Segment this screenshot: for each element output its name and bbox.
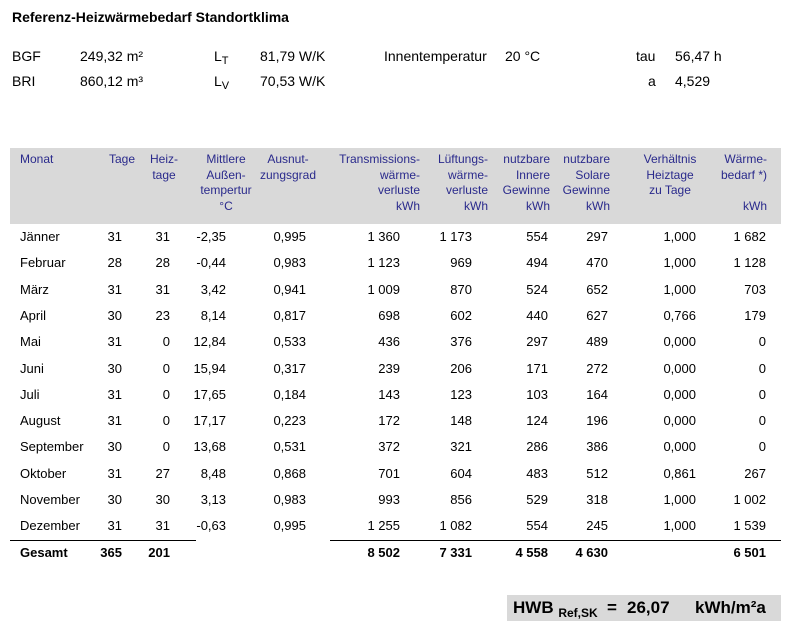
table-cell: 386	[586, 439, 608, 455]
table-cell: 652	[586, 281, 608, 297]
column-header: Wärme- bedarf *) kWh	[720, 152, 767, 213]
column-header: Ausnut- zungsgrad	[259, 152, 317, 182]
table-cell: 1 255	[367, 518, 400, 534]
table-cell: 554	[526, 229, 548, 244]
table-cell: 0,531	[273, 439, 306, 455]
table-cell: 554	[526, 518, 548, 534]
table-cell: 0,000	[663, 439, 696, 455]
table-cell: Juni	[20, 360, 44, 376]
table-cell: 31	[107, 229, 122, 244]
table-cell: 196	[586, 413, 608, 429]
table-cell: 494	[526, 255, 548, 271]
bri-value: 860,12 m³	[80, 73, 144, 89]
table-cell: 0	[758, 386, 766, 402]
table-cell: 1,000	[663, 518, 696, 534]
table-row	[10, 224, 781, 250]
table-cell: September	[20, 439, 84, 455]
table-cell: 1 173	[439, 229, 472, 244]
table-cell: November	[20, 492, 80, 507]
table-cell: Dezember	[20, 518, 80, 534]
table-cell: 0,223	[273, 413, 306, 429]
table-cell: 0,868	[273, 465, 306, 481]
table-cell: 8,48	[200, 465, 226, 481]
hwb-equals: =	[607, 598, 617, 617]
table-cell: 470	[586, 255, 608, 271]
table-cell: 0,983	[273, 255, 306, 271]
table-cell: 1,000	[663, 492, 696, 507]
table-cell: 267	[744, 465, 766, 481]
table-cell: 28	[107, 255, 122, 271]
table-cell: 0,861	[663, 465, 696, 481]
table-cell: 0	[758, 360, 766, 376]
table-cell: 6 501	[733, 545, 766, 560]
table-cell: 1 682	[733, 229, 766, 244]
table-cell: 993	[378, 492, 400, 507]
table-cell: 318	[586, 492, 608, 507]
table-cell: 0,817	[273, 307, 306, 323]
table-cell: 297	[526, 334, 548, 350]
table-cell: Jänner	[20, 229, 60, 244]
bri-label: BRI	[12, 73, 36, 89]
table-cell: 0,995	[273, 518, 306, 534]
table-row	[10, 303, 781, 329]
table-cell: 12,84	[193, 334, 226, 350]
sum-divider	[330, 540, 781, 541]
table-cell: 529	[526, 492, 548, 507]
table-cell: 30	[107, 360, 122, 376]
table-cell: 4 558	[515, 545, 548, 560]
table-row	[10, 382, 781, 408]
hwb-result-box	[507, 595, 781, 621]
table-row	[10, 329, 781, 355]
table-cell: 698	[378, 307, 400, 323]
table-cell: 701	[378, 465, 400, 481]
table-cell: 0,184	[273, 386, 306, 402]
table-cell: 171	[526, 360, 548, 376]
table-cell: 703	[744, 281, 766, 297]
table-cell: 0	[162, 334, 170, 350]
table-cell: -0,44	[196, 255, 226, 271]
table-cell: 4 630	[575, 545, 608, 560]
table-cell: 0	[162, 386, 170, 402]
table-cell: -0,63	[196, 518, 226, 534]
table-cell: August	[20, 413, 61, 429]
table-cell: 969	[450, 255, 472, 271]
table-row	[10, 277, 781, 303]
table-cell: 0,995	[273, 229, 306, 244]
table-cell: 297	[586, 229, 608, 244]
table-cell: 1,000	[663, 255, 696, 271]
table-cell: 31	[155, 518, 170, 534]
table-cell: -2,35	[196, 229, 226, 244]
lt-subscript: T	[221, 55, 229, 67]
table-cell: 870	[450, 281, 472, 297]
table-cell: 524	[526, 281, 548, 297]
table-cell: 376	[450, 334, 472, 350]
table-cell: 1 128	[733, 255, 766, 271]
table-cell: 0	[758, 334, 766, 350]
lt-label: $L_T$	[214, 48, 229, 67]
hwb-subscript: Ref,SK	[558, 606, 598, 620]
column-header: Mittlere Außen- tempertur °C	[200, 152, 252, 213]
table-cell: 15,94	[193, 360, 226, 376]
table-cell: 123	[450, 386, 472, 402]
table-cell: 0,317	[273, 360, 306, 376]
table-cell: 604	[450, 465, 472, 481]
table-cell: 245	[586, 518, 608, 534]
table-cell: 30	[155, 492, 170, 507]
column-header: Transmissions- wärme- verluste kWh	[339, 152, 420, 213]
table-row	[10, 513, 781, 539]
table-cell: März	[20, 281, 49, 297]
table-cell: 0	[162, 413, 170, 429]
bgf-value: 249,32 m²	[80, 48, 144, 64]
table-cell: 1 009	[367, 281, 400, 297]
innentemperatur-label: Innentemperatur	[384, 48, 487, 64]
table-row	[10, 408, 781, 434]
table-cell: 0,766	[663, 307, 696, 323]
table-cell: 8 502	[367, 545, 400, 560]
sum-divider	[10, 540, 196, 541]
table-cell: 7 331	[439, 545, 472, 560]
table-row	[10, 250, 781, 276]
table-cell: 602	[450, 307, 472, 323]
table-cell: 179	[744, 307, 766, 323]
table-cell: 286	[526, 439, 548, 455]
table-cell: 143	[378, 386, 400, 402]
table-cell: 239	[378, 360, 400, 376]
table-cell: 0	[758, 439, 766, 455]
table-cell: 440	[526, 307, 548, 323]
table-cell: 0,983	[273, 492, 306, 507]
table-cell: 0	[758, 413, 766, 429]
column-header: nutzbare Solare Gewinne kWh	[562, 152, 610, 213]
total-row	[10, 540, 781, 566]
table-cell: 372	[378, 439, 400, 455]
table-cell: 30	[107, 492, 122, 507]
table-cell: 124	[526, 413, 548, 429]
table-cell: 164	[586, 386, 608, 402]
table-cell: 1 082	[439, 518, 472, 534]
table-cell: 206	[450, 360, 472, 376]
column-header: Monat	[20, 152, 54, 166]
table-cell: 17,65	[193, 386, 226, 402]
hwb-unit: kWh/m²a	[695, 598, 766, 617]
table-cell: 1 539	[733, 518, 766, 534]
table-cell: 1 123	[367, 255, 400, 271]
table-cell: Mai	[20, 334, 41, 350]
lv-label: $L_V$	[214, 73, 230, 92]
table-row	[10, 487, 781, 513]
table-cell: 856	[450, 492, 472, 507]
table-cell: Gesamt	[20, 545, 68, 560]
table-row	[10, 356, 781, 382]
table-cell: 489	[586, 334, 608, 350]
bgf-label: BGF	[12, 48, 41, 64]
hwb-value: 26,07	[627, 598, 670, 617]
table-cell: 0,000	[663, 386, 696, 402]
table-cell: 31	[107, 465, 122, 481]
column-header: Heiz- tage	[149, 152, 178, 182]
table-cell: 627	[586, 307, 608, 323]
a-value: 4,529	[675, 73, 711, 89]
innentemperatur-value: 20 °C	[505, 48, 541, 64]
table-cell: 8,14	[200, 307, 226, 323]
table-cell: 483	[526, 465, 548, 481]
table-cell: 0,533	[273, 334, 306, 350]
table-cell: 1 360	[367, 229, 400, 244]
table-cell: 512	[586, 465, 608, 481]
table-cell: 31	[107, 281, 122, 297]
table-cell: 31	[107, 386, 122, 402]
table-cell: 3,13	[200, 492, 226, 507]
table-cell: 103	[526, 386, 548, 402]
table-cell: 31	[107, 518, 122, 534]
tau-value: 56,47 h	[675, 48, 722, 64]
table-cell: 23	[155, 307, 170, 323]
table-cell: 148	[450, 413, 472, 429]
table-cell: 172	[378, 413, 400, 429]
table-cell: Oktober	[20, 465, 67, 481]
table-cell: 0	[162, 360, 170, 376]
table-cell: 31	[155, 229, 170, 244]
lv-value: 70,53 W/K	[260, 73, 326, 89]
tau-label: tau	[636, 48, 656, 64]
table-row	[10, 461, 781, 487]
column-header: Verhältnis Heiztage zu Tage	[643, 152, 697, 197]
table-cell: 0,000	[663, 360, 696, 376]
table-cell: Februar	[20, 255, 66, 271]
table-cell: 0,000	[663, 413, 696, 429]
table-cell: 17,17	[193, 413, 226, 429]
table-cell: 27	[155, 465, 170, 481]
table-cell: 31	[107, 334, 122, 350]
table-cell: 31	[155, 281, 170, 297]
table-cell: 0,000	[663, 334, 696, 350]
table-cell: 30	[107, 439, 122, 455]
table-cell: 13,68	[193, 439, 226, 455]
table-cell: 201	[148, 545, 170, 560]
table-cell: 272	[586, 360, 608, 376]
table-cell: 1 002	[733, 492, 766, 507]
column-header: Lüftungs- wärme- verluste kWh	[437, 152, 488, 213]
table-cell: 3,42	[200, 281, 226, 297]
lv-subscript: V	[221, 80, 230, 92]
hwb-label: HWB $_{Ref,SK}$	[513, 598, 598, 620]
table-cell: 365	[100, 545, 122, 560]
table-cell: 28	[155, 255, 170, 271]
table-cell: Juli	[20, 386, 40, 402]
table-cell: 436	[378, 334, 400, 350]
table-cell: 1,000	[663, 229, 696, 244]
table-cell: 321	[450, 439, 472, 455]
table-cell: 1,000	[663, 281, 696, 297]
column-header: nutzbare Innere Gewinne kWh	[502, 152, 550, 213]
table-cell: 0,941	[273, 281, 306, 297]
table-cell: 31	[107, 413, 122, 429]
column-header: Tage	[108, 152, 135, 166]
table-cell: 0	[162, 439, 170, 455]
table-cell: 30	[107, 307, 122, 323]
table-cell: April	[20, 307, 47, 323]
a-label: a	[648, 73, 656, 89]
table-header	[10, 148, 781, 224]
lt-value: 81,79 W/K	[260, 48, 326, 64]
table-row	[10, 434, 781, 460]
page-title: Referenz-Heizwärmebedarf Standortklima	[12, 9, 289, 25]
